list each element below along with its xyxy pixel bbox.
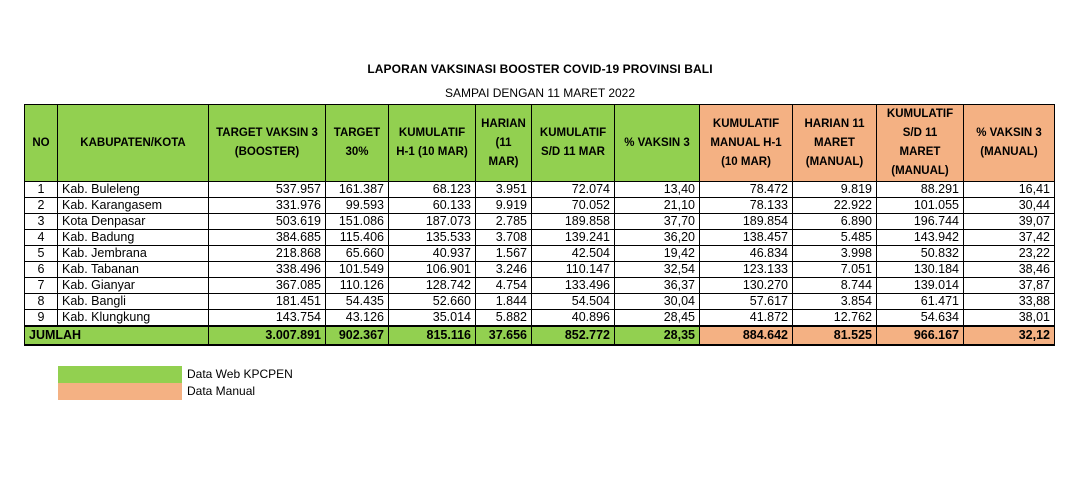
row-manual-sd: 61.471 <box>877 294 964 310</box>
row-name: Kab. Klungkung <box>58 310 209 327</box>
row-manual-pct: 23,22 <box>964 246 1055 262</box>
row-kumulatif-sd: 40.896 <box>532 310 615 327</box>
row-kumulatif-sd: 54.504 <box>532 294 615 310</box>
row-no: 1 <box>25 182 58 198</box>
total-manual-h1: 884.642 <box>700 326 793 345</box>
total-label: JUMLAH <box>25 326 209 345</box>
row-pct: 21,10 <box>615 198 700 214</box>
row-manual-pct: 39,07 <box>964 214 1055 230</box>
table-row <box>25 262 1055 278</box>
col-header-pct-manual: % VAKSIN 3 (MANUAL) <box>964 105 1055 182</box>
row-manual-sd: 196.744 <box>877 214 964 230</box>
row-name: Kab. Jembrana <box>58 246 209 262</box>
row-kumulatif-sd: 110.147 <box>532 262 615 278</box>
row-manual-pct: 37,87 <box>964 278 1055 294</box>
row-pct: 30,04 <box>615 294 700 310</box>
row-kumulatif-h1: 60.133 <box>389 198 476 214</box>
row-harian: 9.919 <box>476 198 532 214</box>
row-target: 537.957 <box>209 182 326 198</box>
row-manual-h1: 123.133 <box>700 262 793 278</box>
row-name: Kab. Buleleng <box>58 182 209 198</box>
row-manual-sd: 143.942 <box>877 230 964 246</box>
col-header-harian-manual: HARIAN 11 MARET (MANUAL) <box>793 105 877 182</box>
row-pct: 28,45 <box>615 310 700 327</box>
total-row <box>25 326 1055 345</box>
row-kumulatif-h1: 135.533 <box>389 230 476 246</box>
row-manual-harian: 7.051 <box>793 262 877 278</box>
table-row <box>25 198 1055 214</box>
row-target: 143.754 <box>209 310 326 327</box>
total-kumulatif-h1: 815.116 <box>389 326 476 345</box>
row-manual-sd: 50.832 <box>877 246 964 262</box>
row-target30: 101.549 <box>326 262 389 278</box>
table-row <box>25 182 1055 198</box>
total-manual-sd: 966.167 <box>877 326 964 345</box>
row-manual-h1: 189.854 <box>700 214 793 230</box>
row-name: Kota Denpasar <box>58 214 209 230</box>
row-pct: 32,54 <box>615 262 700 278</box>
row-kumulatif-h1: 52.660 <box>389 294 476 310</box>
row-target30: 43.126 <box>326 310 389 327</box>
report-subtitle: SAMPAI DENGAN 11 MARET 2022 <box>444 86 636 100</box>
row-target: 503.619 <box>209 214 326 230</box>
row-kumulatif-sd: 42.504 <box>532 246 615 262</box>
row-target: 367.085 <box>209 278 326 294</box>
table-row <box>25 294 1055 310</box>
total-kumulatif-sd: 852.772 <box>532 326 615 345</box>
table-row <box>25 246 1055 262</box>
row-pct: 36,20 <box>615 230 700 246</box>
total-target: 3.007.891 <box>209 326 326 345</box>
row-target30: 161.387 <box>326 182 389 198</box>
row-target: 218.868 <box>209 246 326 262</box>
row-manual-pct: 30,44 <box>964 198 1055 214</box>
row-target30: 54.435 <box>326 294 389 310</box>
table-row <box>25 214 1055 230</box>
row-harian: 5.882 <box>476 310 532 327</box>
row-manual-h1: 41.872 <box>700 310 793 327</box>
row-kumulatif-h1: 128.742 <box>389 278 476 294</box>
total-pct: 28,35 <box>615 326 700 345</box>
row-manual-pct: 33,88 <box>964 294 1055 310</box>
row-kumulatif-h1: 35.014 <box>389 310 476 327</box>
col-header-no: NO <box>25 105 58 182</box>
row-kumulatif-sd: 70.052 <box>532 198 615 214</box>
row-harian: 4.754 <box>476 278 532 294</box>
col-header-kabupaten: KABUPATEN/KOTA <box>58 105 209 182</box>
total-manual-pct: 32,12 <box>964 326 1055 345</box>
row-target: 181.451 <box>209 294 326 310</box>
row-name: Kab. Tabanan <box>58 262 209 278</box>
row-kumulatif-h1: 40.937 <box>389 246 476 262</box>
row-pct: 36,37 <box>615 278 700 294</box>
row-manual-h1: 138.457 <box>700 230 793 246</box>
legend-label-manual: Data Manual <box>187 384 256 398</box>
row-manual-harian: 9.819 <box>793 182 877 198</box>
row-manual-harian: 5.485 <box>793 230 877 246</box>
col-header-harian: HARIAN (11 MAR) <box>476 105 532 182</box>
legend-label-web: Data Web KPCPEN <box>187 367 293 381</box>
row-target30: 99.593 <box>326 198 389 214</box>
row-manual-harian: 8.744 <box>793 278 877 294</box>
row-harian: 2.785 <box>476 214 532 230</box>
legend-swatch-web <box>58 366 182 383</box>
row-harian: 3.246 <box>476 262 532 278</box>
row-no: 9 <box>25 310 58 327</box>
table-row <box>25 278 1055 294</box>
row-name: Kab. Karangasem <box>58 198 209 214</box>
row-manual-pct: 38,01 <box>964 310 1055 327</box>
row-harian: 1.567 <box>476 246 532 262</box>
row-no: 5 <box>25 246 58 262</box>
row-no: 8 <box>25 294 58 310</box>
row-target: 384.685 <box>209 230 326 246</box>
row-kumulatif-h1: 187.073 <box>389 214 476 230</box>
row-kumulatif-sd: 72.074 <box>532 182 615 198</box>
legend-swatch-manual <box>58 383 182 400</box>
row-name: Kab. Bangli <box>58 294 209 310</box>
row-manual-pct: 16,41 <box>964 182 1055 198</box>
row-no: 2 <box>25 198 58 214</box>
total-harian: 37.656 <box>476 326 532 345</box>
row-kumulatif-h1: 68.123 <box>389 182 476 198</box>
row-target: 331.976 <box>209 198 326 214</box>
row-harian: 3.708 <box>476 230 532 246</box>
table-header-row <box>25 105 1055 182</box>
row-manual-h1: 130.270 <box>700 278 793 294</box>
row-manual-h1: 57.617 <box>700 294 793 310</box>
table-row <box>25 310 1055 327</box>
row-manual-harian: 3.854 <box>793 294 877 310</box>
row-manual-h1: 78.472 <box>700 182 793 198</box>
row-manual-pct: 38,46 <box>964 262 1055 278</box>
row-kumulatif-sd: 189.858 <box>532 214 615 230</box>
col-header-kumulatif-sd-manual: KUMULATIF S/D 11 MARET (MANUAL) <box>877 105 964 182</box>
row-manual-sd: 101.055 <box>877 198 964 214</box>
row-target30: 151.086 <box>326 214 389 230</box>
total-manual-harian: 81.525 <box>793 326 877 345</box>
row-target30: 110.126 <box>326 278 389 294</box>
row-target30: 65.660 <box>326 246 389 262</box>
row-kumulatif-sd: 139.241 <box>532 230 615 246</box>
row-manual-sd: 88.291 <box>877 182 964 198</box>
row-target: 338.496 <box>209 262 326 278</box>
row-manual-sd: 54.634 <box>877 310 964 327</box>
row-manual-harian: 3.998 <box>793 246 877 262</box>
col-header-kumulatif-manual-h1: KUMULATIF MANUAL H-1 (10 MAR) <box>700 105 793 182</box>
row-manual-sd: 139.014 <box>877 278 964 294</box>
row-name: Kab. Badung <box>58 230 209 246</box>
col-header-pct: % VAKSIN 3 <box>615 105 700 182</box>
row-kumulatif-h1: 106.901 <box>389 262 476 278</box>
row-no: 6 <box>25 262 58 278</box>
total-target30: 902.367 <box>326 326 389 345</box>
row-manual-pct: 37,42 <box>964 230 1055 246</box>
row-no: 7 <box>25 278 58 294</box>
table-row <box>25 230 1055 246</box>
report-title: LAPORAN VAKSINASI BOOSTER COVID-19 PROVINSI BALI <box>367 62 713 76</box>
row-target30: 115.406 <box>326 230 389 246</box>
row-name: Kab. Gianyar <box>58 278 209 294</box>
vaccination-table <box>24 104 1055 346</box>
row-manual-h1: 46.834 <box>700 246 793 262</box>
row-harian: 3.951 <box>476 182 532 198</box>
row-manual-h1: 78.133 <box>700 198 793 214</box>
col-header-kumulatif-h1: KUMULATIF H-1 (10 MAR) <box>389 105 476 182</box>
row-kumulatif-sd: 133.496 <box>532 278 615 294</box>
row-pct: 13,40 <box>615 182 700 198</box>
row-pct: 37,70 <box>615 214 700 230</box>
row-harian: 1.844 <box>476 294 532 310</box>
row-manual-harian: 6.890 <box>793 214 877 230</box>
col-header-target: TARGET VAKSIN 3 (BOOSTER) <box>209 105 326 182</box>
row-no: 3 <box>25 214 58 230</box>
row-no: 4 <box>25 230 58 246</box>
row-pct: 19,42 <box>615 246 700 262</box>
row-manual-harian: 12.762 <box>793 310 877 327</box>
col-header-target30: TARGET 30% <box>326 105 389 182</box>
row-manual-harian: 22.922 <box>793 198 877 214</box>
col-header-kumulatif-sd: KUMULATIF S/D 11 MAR <box>532 105 615 182</box>
row-manual-sd: 130.184 <box>877 262 964 278</box>
